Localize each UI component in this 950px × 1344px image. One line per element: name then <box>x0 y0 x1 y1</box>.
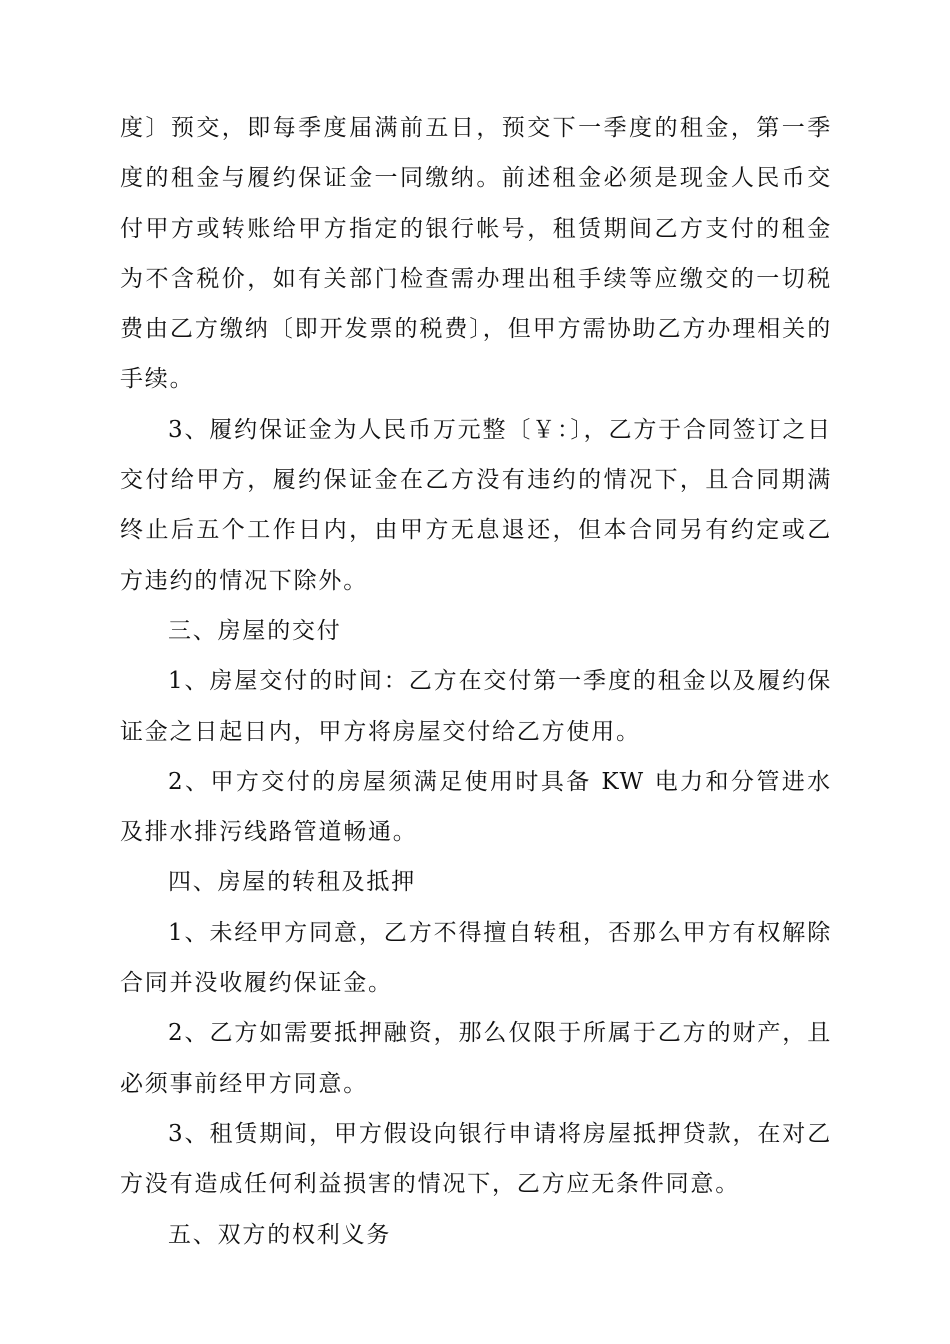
section-heading-house-delivery: 三、房屋的交付 <box>168 617 342 644</box>
section-heading-rights-obligations: 五、双方的权利义务 <box>168 1221 392 1248</box>
paragraph-performance-deposit: 3、履约保证金为人民币万元整〔￥：〕，乙方于合同签订之日交付给甲方，履约保证金在乙方没有违约的情况下，且合同期满终止后五个工作日内，由甲方无息退还，但本合同另有约定或乙方违约的情况下除外。 <box>120 416 832 594</box>
paragraph-bank-mortgage: 3、租赁期间，甲方假设向银行申请将房屋抵押贷款，在对乙方没有造成任何利益损害的情况下，乙方应无条件同意。 <box>120 1120 832 1198</box>
paragraph-delivery-conditions: 2、甲方交付的房屋须满足使用时具备 KW 电力和分管进水及排水排污线路管道畅通。 <box>120 768 832 846</box>
paragraph-mortgage-financing: 2、乙方如需要抵押融资，那么仅限于所属于乙方的财产，且必须事前经甲方同意。 <box>120 1020 832 1097</box>
document-body <box>120 103 832 1260</box>
paragraph-delivery-time: 1、房屋交付的时间：乙方在交付第一季度的租金以及履约保证金之日起日内，甲方将房屋交付给乙方使用。 <box>120 668 832 745</box>
section-heading-sublease-mortgage: 四、房屋的转租及抵押 <box>168 869 416 896</box>
paragraph-no-sublease: 1、未经甲方同意，乙方不得擅自转租，否那么甲方有权解除合同并没收履约保证金。 <box>120 919 832 997</box>
paragraph-rent-payment-terms: 度〕预交，即每季度届满前五日，预交下一季度的租金，第一季度的租金与履约保证金一同缴纳。前述租金必须是现金人民币交付甲方或转账给甲方指定的银行帐号，租赁期间乙方支付的租金为不含税价，如有关部门检查需办理出租手续等应缴交的一切税费由乙方缴纳〔即开发票的税费〕，但甲方需协助乙方办理相关的手续。 <box>120 115 832 393</box>
